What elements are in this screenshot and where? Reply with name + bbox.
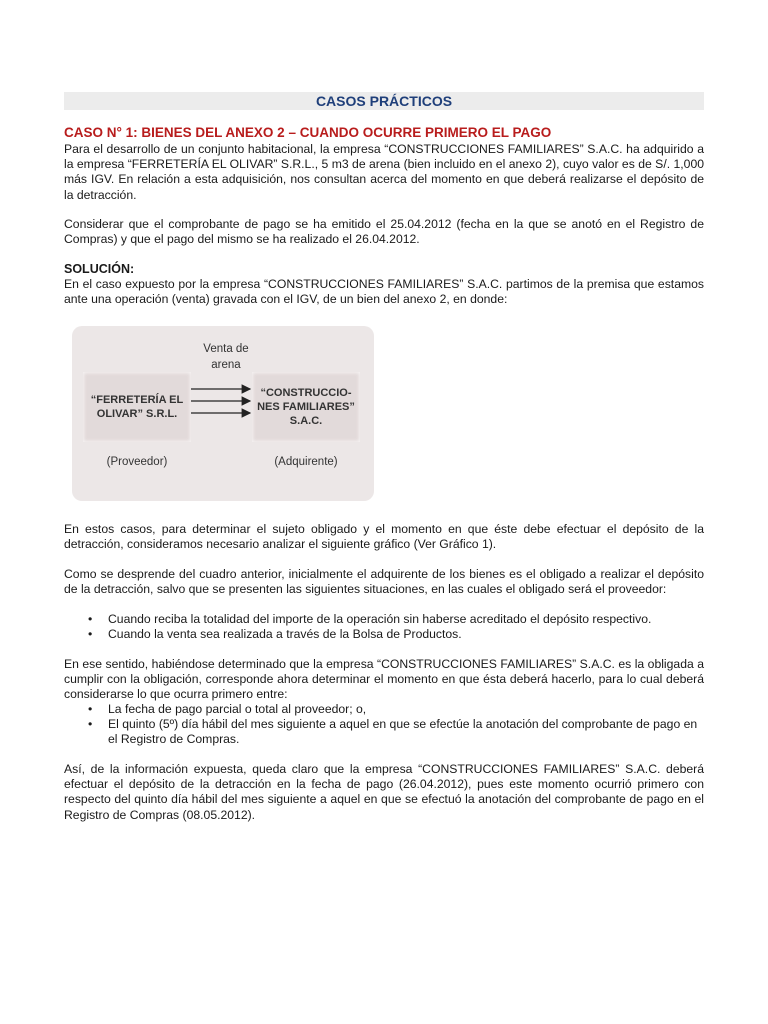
paragraph-1: Para el desarrollo de un conjunto habitacional, la empresa “CONSTRUCCIONES FAMILIARES” S.A.C. ha adquirido a la empresa “FERRETERÍA EL OLIVAR” S.R.L., 5 m3 de arena (bien incluido en el anexo 2), cuyo valor es de S/. 1,000 más IGV. En relación a esta adquisición, nos consultan acerca del momento en que deberá realizarse el depósito de la detracción.: [64, 142, 704, 202]
transaction-diagram: [72, 326, 374, 501]
arrows-graphic: [72, 326, 374, 501]
bullet-symbol: •: [88, 627, 93, 642]
bullet-symbol: •: [88, 702, 93, 716]
case-heading: CASO N° 1: BIENES DEL ANEXO 2 – CUANDO OCURRE PRIMERO EL PAGO: [64, 125, 552, 140]
list-item: [64, 702, 704, 717]
list-item-text: La fecha de pago parcial o total al proveedor; o,: [108, 702, 367, 716]
supplier-box-text: “FERRETERÍA EL OLIVAR” S.R.L.: [90, 394, 184, 420]
paragraph-4: Como se desprende del cuadro anterior, inicialmente el adquirente de los bienes es el obligado a realizar el depósito de la detracción, salvo que se presenten las siguientes situaciones, en las cuales el obligado será el proveedor:: [64, 567, 704, 597]
buyer-box-text: “CONSTRUCCIO- NES FAMILIARES” S.A.C.: [257, 387, 355, 427]
list-item: [64, 612, 704, 627]
list-item: [64, 627, 704, 642]
page-title: CASOS PRÁCTICOS: [64, 92, 704, 110]
list-item: [64, 717, 704, 747]
paragraph-2: Considerar que el comprobante de pago se ha emitido el 25.04.2012 (fecha en la que se anotó en el Registro de Compras) y que el pago del mismo se ha realizado el 26.04.2012.: [64, 217, 704, 247]
paragraph-5: En ese sentido, habiéndose determinado que la empresa “CONSTRUCCIONES FAMILIARES” S.A.C. es la obligada a cumplir con la obligación, corresponde ahora determinar el momento en que ésta deberá hacerlo, para lo cual deberá considerarse lo que ocurra primero entre:: [64, 657, 704, 702]
solution-text: En el caso expuesto por la empresa “CONSTRUCCIONES FAMILIARES” S.A.C. partimos de la premisa que estamos ante una operación (venta) gravada con el IGV, de un bien del anexo 2, en donde:: [64, 277, 704, 307]
paragraph-6: Así, de la información expuesta, queda claro que la empresa “CONSTRUCCIONES FAMILIARES” S.A.C. deberá efectuar el depósito de la detracción en la fecha de pago (26.04.2012), pues este momento ocurrió primero con respecto del quinto día hábil del mes siguiente a aquel en que se efectuó la anotación del comprobante de pago en el Registro de Compras (08.05.2012).: [64, 762, 704, 822]
solution-heading: SOLUCIÓN:: [64, 262, 135, 276]
bullet-list-1: [64, 612, 704, 642]
bullet-list-2: [64, 702, 704, 748]
bullet-symbol: •: [88, 717, 93, 732]
list-item-text: El quinto (5º) día hábil del mes siguiente a aquel en que se efectúe la anotación del comprobante de pago en el Registro de Compras.: [108, 717, 698, 747]
buyer-role-label: (Adquirente): [274, 456, 338, 468]
list-item-text: Cuando reciba la totalidad del importe de la operación sin haberse acreditado el depósito respectivo.: [108, 612, 652, 626]
bullet-symbol: •: [88, 612, 93, 626]
paragraph-3: En estos casos, para determinar el sujeto obligado y el momento en que éste debe efectuar el depósito de la detracción, consideramos necesario analizar el siguiente gráfico (Ver Gráfico 1).: [64, 522, 704, 552]
sale-label: Venta de arena: [203, 343, 249, 371]
supplier-role-label: (Proveedor): [106, 456, 168, 468]
list-item-text: Cuando la venta sea realizada a través de la Bolsa de Productos.: [108, 627, 462, 642]
